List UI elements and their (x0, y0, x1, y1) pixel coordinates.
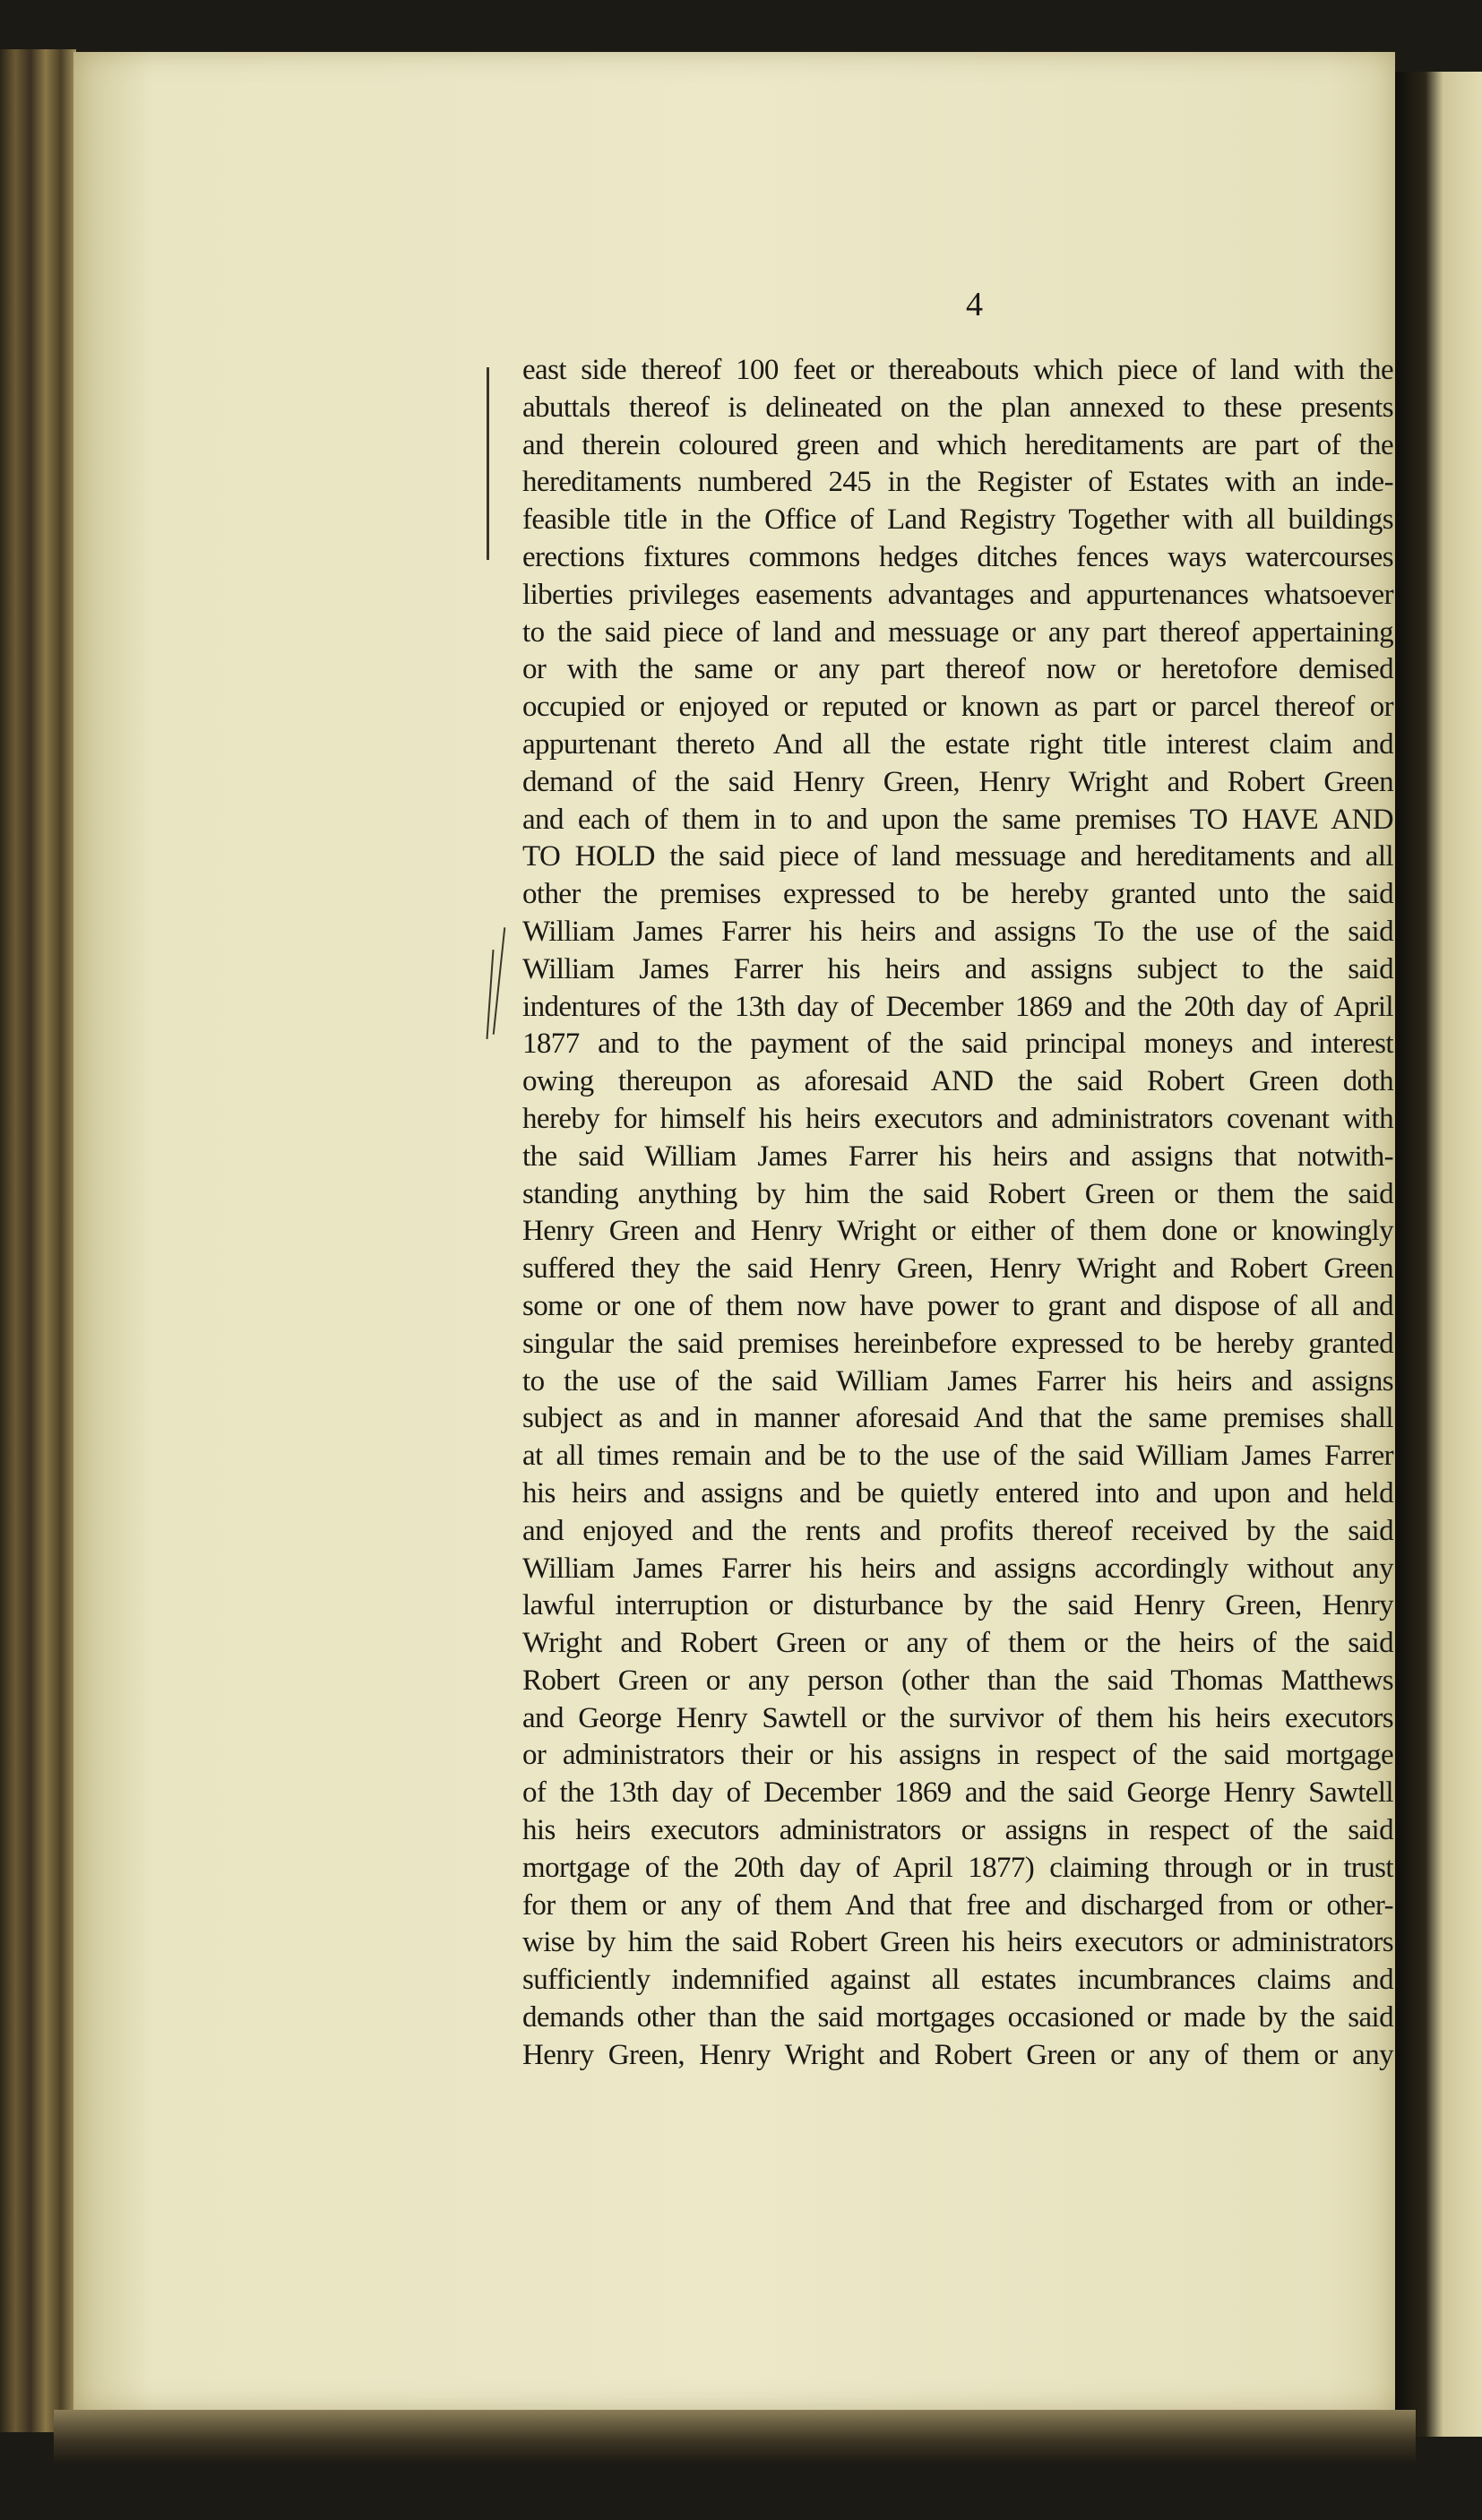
text-line: indentures of the 13th day of December 1869 and the 20th day of April (522, 990, 1393, 1023)
text-line: singular the said premises hereinbefore expressed to be hereby granted (522, 1327, 1393, 1360)
text-line: east side thereof 100 feet or thereabouts which piece of land with the (522, 354, 1393, 386)
margin-mark-bracket (487, 367, 489, 560)
text-line: William James Farrer his heirs and assigns To the use of the said (522, 915, 1393, 948)
text-line: and George Henry Sawtell or the survivor of them his heirs executors (522, 1701, 1393, 1734)
text-line: and enjoyed and the rents and profits thereof received by the said (522, 1514, 1393, 1547)
text-line: and each of them in to and upon the same premises TO HAVE AND (522, 803, 1393, 836)
text-line: Robert Green or any person (other than the said Thomas Matthews (522, 1664, 1393, 1697)
text-line: for them or any of them And that free and discharged from or other- (522, 1888, 1393, 1922)
text-line: appurtenant thereto And all the estate right title interest claim and (522, 727, 1393, 761)
text-line: sufficiently indemnified against all estates incumbrances claims and (522, 1964, 1393, 1997)
text-line: occupied or enjoyed or reputed or known as part or parcel thereof or (522, 691, 1393, 724)
text-line: erections fixtures commons hedges ditches fences ways watercourses (522, 540, 1393, 573)
text-line: hereditaments numbered 245 in the Register of Estates with an inde- (522, 466, 1393, 499)
page-number: 4 (966, 286, 983, 323)
text-line: his heirs and assigns and be quietly entered into and upon and held (522, 1476, 1393, 1509)
text-line: to the use of the said William James Farrer his heirs and assigns (522, 1364, 1393, 1398)
text-line: demand of the said Henry Green, Henry Wright and Robert Green (522, 765, 1393, 798)
document-body-text (522, 352, 1393, 2075)
text-line: William James Farrer his heirs and assigns accordingly without any (522, 1552, 1393, 1585)
text-line: wise by him the said Robert Green his heirs executors or administrators (522, 1926, 1393, 1959)
text-line: and therein coloured green and which hereditaments are part of the (522, 428, 1393, 461)
text-line: liberties privileges easements advantages and appurtenances whatsoever (522, 578, 1393, 611)
text-line: subject as and in manner aforesaid And that the same premises shall (522, 1402, 1393, 1435)
text-line: or administrators their or his assigns in respect of the said mortgage (522, 1739, 1393, 1772)
text-line: at all times remain and be to the use of the said William James Farrer (522, 1440, 1393, 1473)
text-line: the said William James Farrer his heirs and assigns that notwith- (522, 1140, 1393, 1173)
text-line: mortgage of the 20th day of April 1877) claiming through or in trust (522, 1851, 1393, 1884)
text-line: some or one of them now have power to grant and dispose of all and (522, 1289, 1393, 1322)
next-page-edge (1395, 72, 1482, 2437)
text-line: feasible title in the Office of Land Registry Together with all buildings (522, 503, 1393, 537)
text-line: 1877 and to the payment of the said principal moneys and interest (522, 1028, 1393, 1061)
page-bottom-edge (54, 2410, 1416, 2464)
text-line: TO HOLD the said piece of land messuage and hereditaments and all (522, 840, 1393, 873)
text-line: demands other than the said mortgages occasioned or made by the said (522, 2001, 1393, 2034)
text-line: Wright and Robert Green or any of them or the heirs of the said (522, 1627, 1393, 1660)
text-line: his heirs executors administrators or assigns in respect of the said (522, 1814, 1393, 1847)
text-line: lawful interruption or disturbance by the said Henry Green, Henry (522, 1589, 1393, 1622)
text-line: to the said piece of land and messuage or any part thereof appertaining (522, 615, 1393, 649)
text-line: abuttals thereof is delineated on the plan annexed to these presents (522, 391, 1393, 424)
text-line: other the premises expressed to be hereby granted unto the said (522, 878, 1393, 911)
text-line: owing thereupon as aforesaid AND the said Robert Green doth (522, 1065, 1393, 1098)
text-line: of the 13th day of December 1869 and the said George Henry Sawtell (522, 1776, 1393, 1810)
text-line: William James Farrer his heirs and assigns subject to the said (522, 952, 1393, 985)
text-line: suffered they the said Henry Green, Henry Wright and Robert Green (522, 1252, 1393, 1286)
text-line: standing anything by him the said Robert Green or them the said (522, 1177, 1393, 1210)
text-line: hereby for himself his heirs executors and administrators covenant with (522, 1102, 1393, 1135)
text-line: or with the same or any part thereof now or heretofore demised (522, 653, 1393, 686)
text-line: Henry Green, Henry Wright and Robert Green or any of them or any (522, 2038, 1393, 2071)
text-line: Henry Green and Henry Wright or either of them done or knowingly (522, 1215, 1393, 1248)
book-binding (0, 49, 76, 2432)
